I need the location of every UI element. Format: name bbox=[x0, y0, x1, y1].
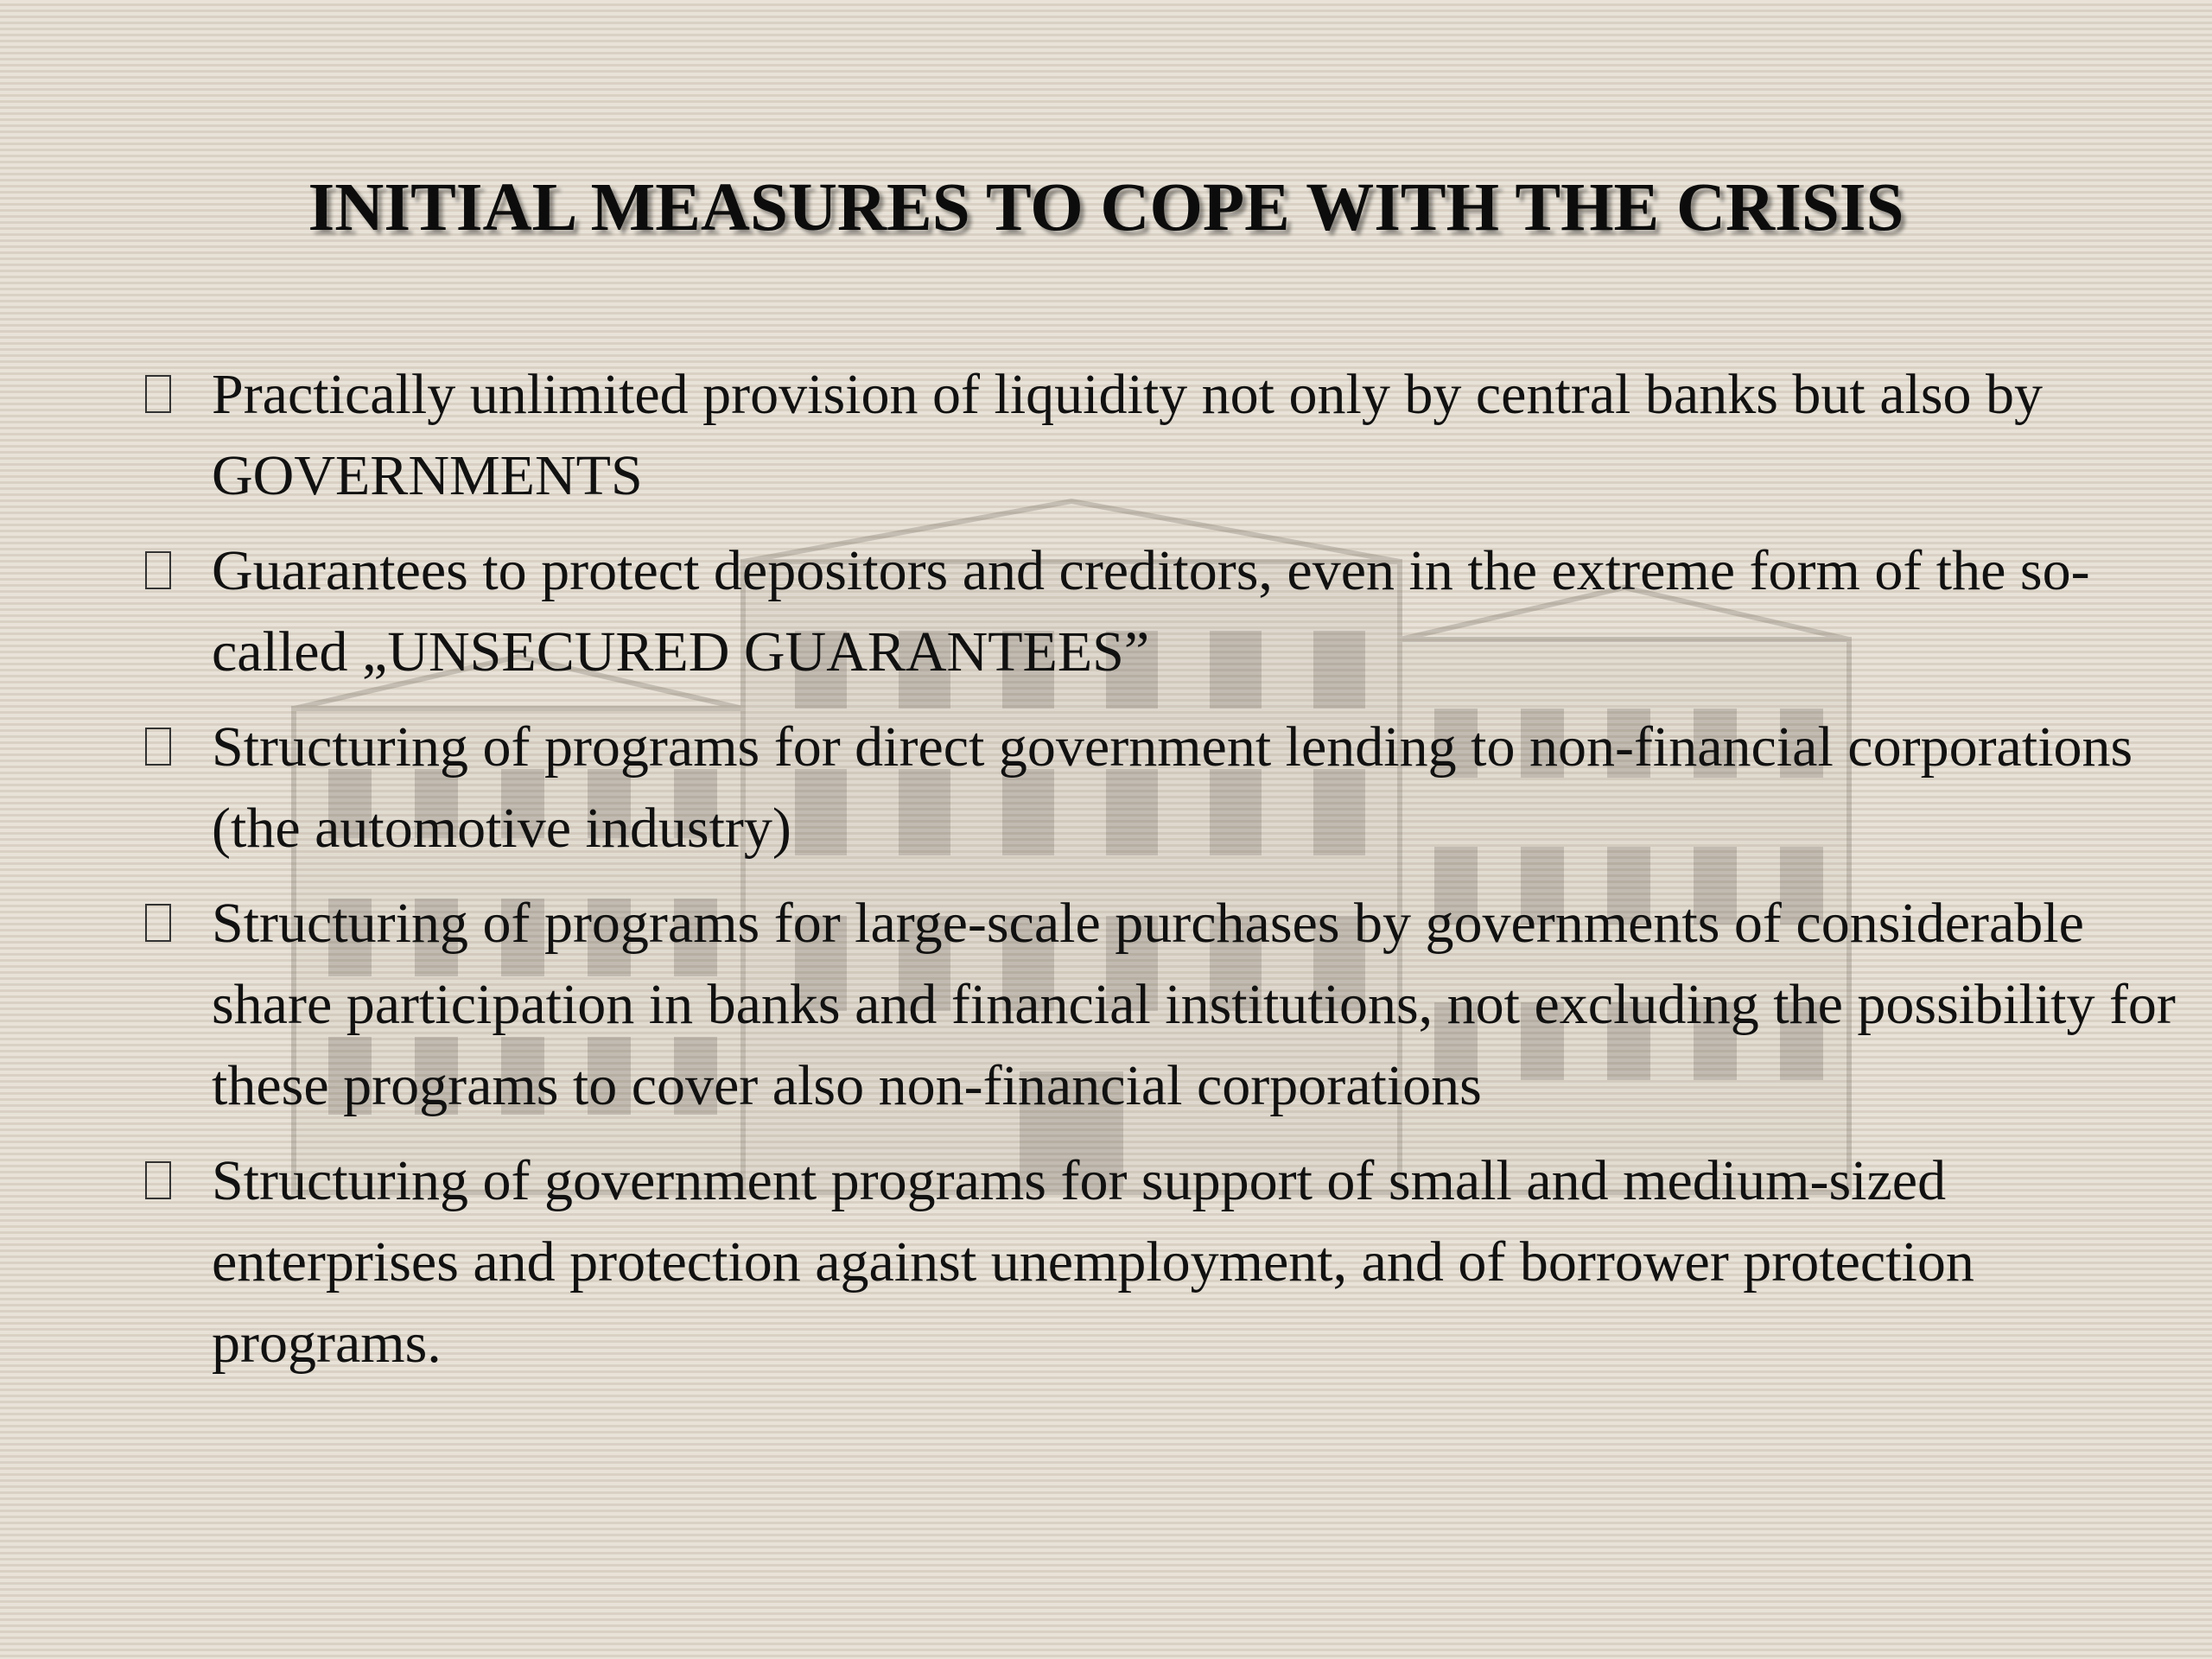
bullet-item bbox=[0, 1141, 2212, 1384]
bullet-marker-icon bbox=[145, 375, 171, 413]
bullet-marker-icon bbox=[145, 728, 171, 766]
bullet-item bbox=[0, 707, 2212, 869]
bullet-text: Guarantees to protect depositors and creditors, even in the extreme form of the so-called „UNSECURED GUARANTEES” bbox=[212, 539, 2090, 683]
bullet-marker-icon bbox=[145, 551, 171, 589]
bullet-item bbox=[0, 354, 2212, 517]
bullet-marker-icon bbox=[145, 1161, 171, 1199]
bullet-item bbox=[0, 531, 2212, 693]
bullet-text: Practically unlimited provision of liquidity not only by central banks but also by GOVERNMENTS bbox=[212, 363, 2044, 507]
bullet-text: Structuring of government programs for support of small and medium-sized enterprises and protection against unemployment, and of borrower protection programs. bbox=[212, 1149, 1974, 1375]
bullet-text: Structuring of programs for direct government lending to non-financial corporations (the automotive industry) bbox=[212, 715, 2133, 860]
slide-title: INITIAL MEASURES TO COPE WITH THE CRISIS bbox=[308, 170, 1904, 245]
bullet-marker-icon bbox=[145, 904, 171, 942]
bullet-list bbox=[0, 354, 2212, 1398]
bullet-item bbox=[0, 883, 2212, 1127]
bullet-text: Structuring of programs for large-scale purchases by governments of considerable share participation in banks and financial institutions, not excluding the possibility for these programs to cover also non-financial corporations bbox=[212, 892, 2176, 1117]
